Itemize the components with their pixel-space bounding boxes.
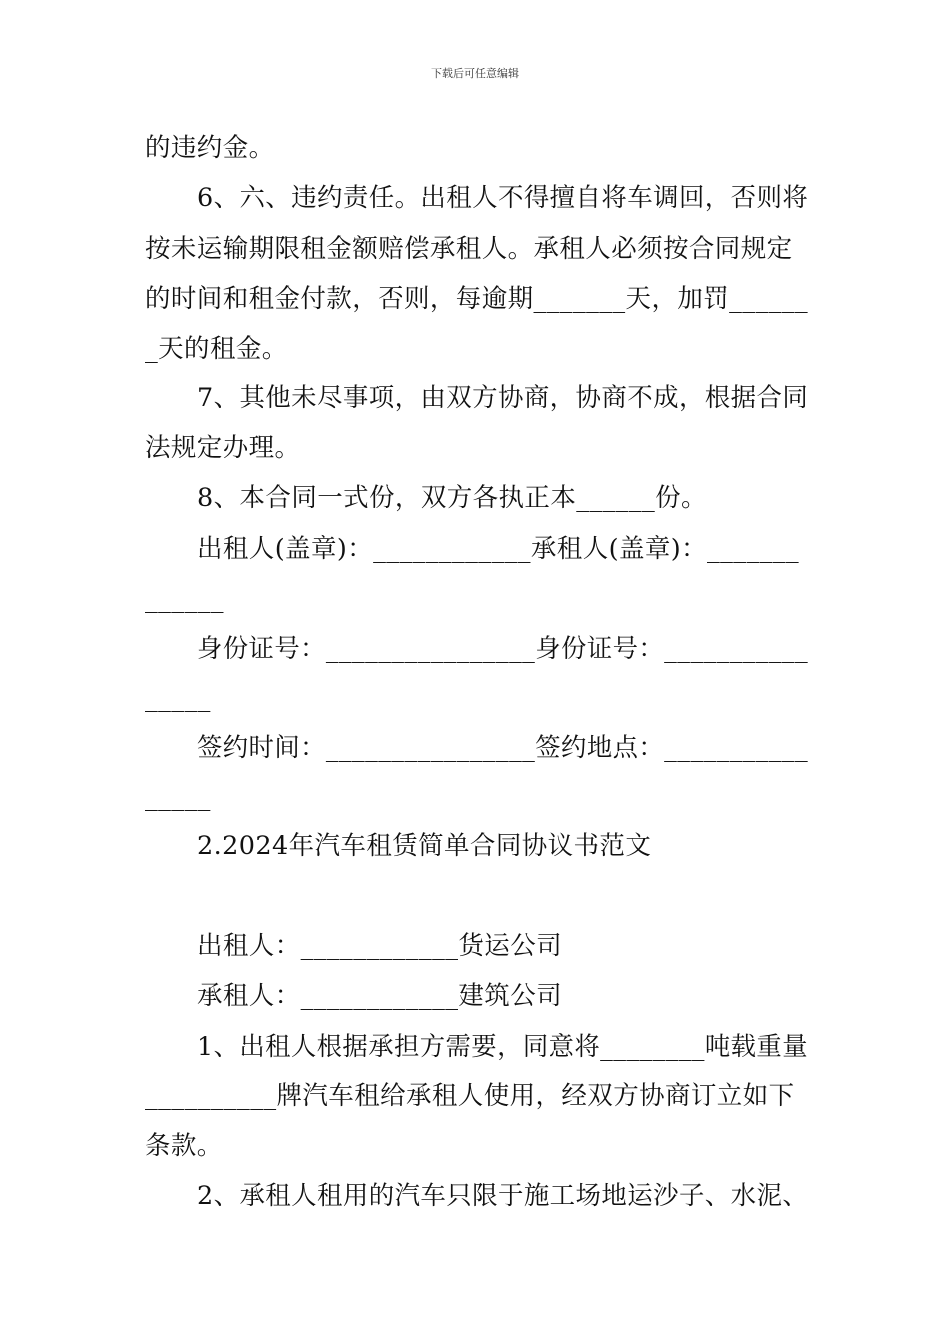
- text-line: 的时间和租金付款，否则，每逾期_______天，加罚______: [145, 284, 809, 314]
- text-line: _____: [145, 683, 211, 713]
- text-line: 按未运输期限租金额赔偿承租人。承租人必须按合同规定: [145, 234, 793, 264]
- text-line: 出租人(盖章)：____________承租人(盖章)：_______: [197, 534, 800, 564]
- text-line: __________牌汽车租给承租人使用，经双方协商订立如下: [145, 1081, 795, 1111]
- text-line: 条款。: [145, 1131, 223, 1161]
- text-line: 法规定办理。: [145, 433, 301, 463]
- text-line: 身份证号：________________身份证号：___________: [197, 633, 809, 663]
- text-line: 7、其他未尽事项，由双方协商，协商不成，根据合同: [197, 383, 809, 413]
- page-header: 下载后可任意编辑: [431, 67, 519, 80]
- text-line: 6、六、违约责任。出租人不得擅自将车调回，否则将: [197, 183, 809, 213]
- text-line: ______: [145, 584, 224, 614]
- section-title: 2.2024年汽车租赁简单合同协议书范文: [197, 831, 652, 861]
- text-line: 签约时间：________________签约地点：___________: [197, 732, 809, 762]
- text-line: 1、出租人根据承担方需要，同意将________吨载重量: [197, 1031, 808, 1061]
- text-line: _天的租金。: [145, 334, 288, 364]
- text-line: _____: [145, 782, 211, 812]
- text-line: 出租人：____________货运公司: [197, 931, 563, 961]
- text-line: 8、本合同一式份，双方各执正本______份。: [197, 483, 707, 513]
- text-line: 承租人：____________建筑公司: [197, 981, 563, 1011]
- text-line: 的违约金。: [145, 133, 275, 163]
- text-line: 2、承租人租用的汽车只限于施工场地运沙子、水泥、: [197, 1181, 809, 1211]
